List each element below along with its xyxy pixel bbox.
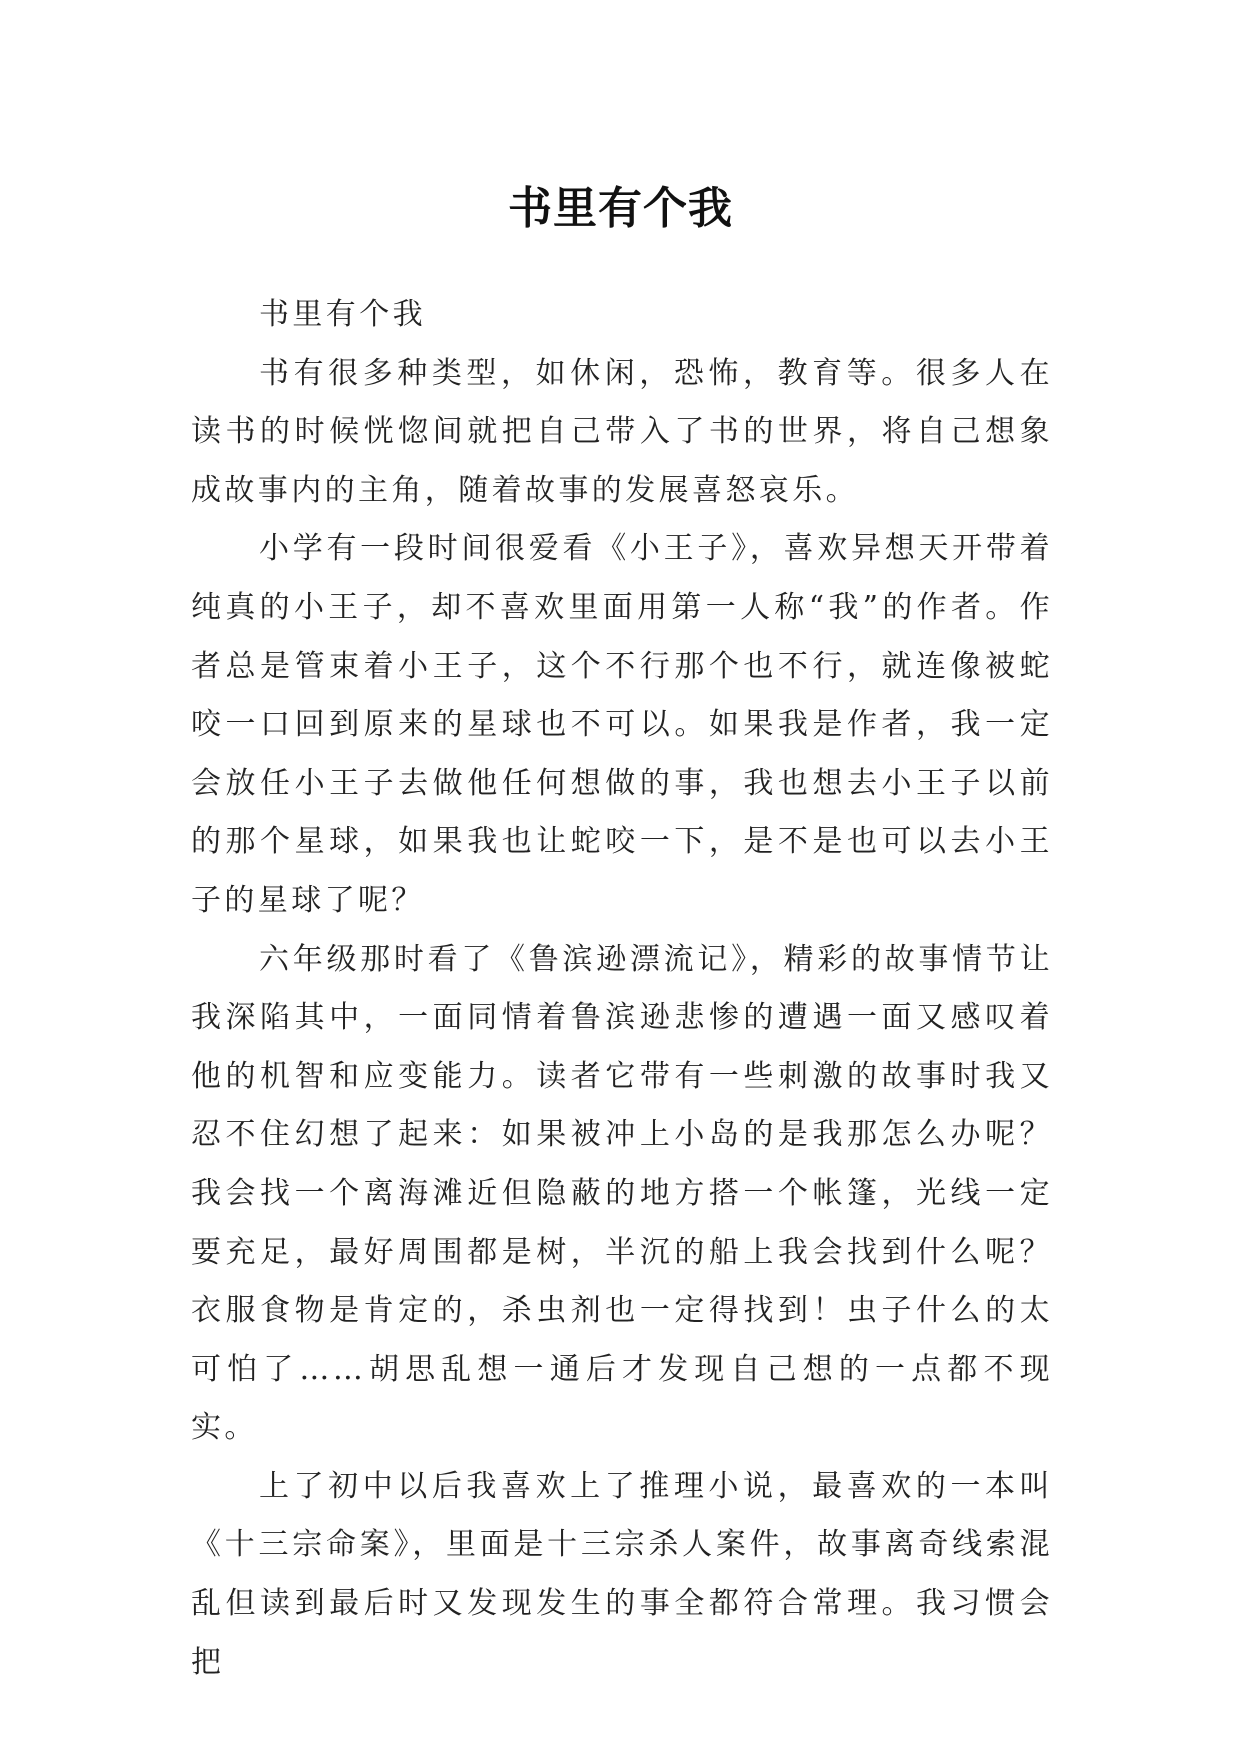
paragraph-intro: 书有很多种类型，如休闲，恐怖，教育等。很多人在读书的时候恍惚间就把自己带入了书的世界，将自己想象成故事内的主角，随着故事的发展喜怒哀乐。 bbox=[191, 355, 1053, 508]
paragraph-robinson-crusoe: 六年级那时看了《鲁滨逊漂流记》，精彩的故事情节让我深陷其中，一面同情着鲁滨逊悲惨的遭遇一面又感叹着他的机智和应变能力。读者它带有一些刺激的故事时我又忍不住幻想了起来：如果被冲上小岛的是我那怎么办呢？我会找一个离海滩近但隐蔽的地方搭一个帐篷，光线一定要充足，最好周围都是树，半沉的船上我会找到什么呢？衣服食物是肯定的，杀虫剂也一定得找到！虫子什么的太可怕了……胡思乱想一通后才发现自己想的一点都不现实。 bbox=[191, 941, 1053, 1446]
paragraph-detective-novels: 上了初中以后我喜欢上了推理小说，最喜欢的一本叫《十三宗命案》，里面是十三宗杀人案件，故事离奇线索混乱但读到最后时又发现发生的事全都符合常理。我习惯会把 bbox=[191, 1468, 1053, 1680]
document-body bbox=[191, 286, 1053, 1692]
document-title: 书里有个我 bbox=[508, 183, 733, 235]
paragraph-little-prince: 小学有一段时间很爱看《小王子》，喜欢异想天开带着纯真的小王子，却不喜欢里面用第一人称“我”的作者。作者总是管束着小王子，这个不行那个也不行，就连像被蛇咬一口回到原来的星球也不可以。如果我是作者，我一定会放任小王子去做他任何想做的事，我也想去小王子以前的那个星球，如果我也让蛇咬一下，是不是也可以去小王子的星球了呢？ bbox=[191, 531, 1053, 918]
paragraph-subtitle: 书里有个我 bbox=[259, 297, 426, 332]
